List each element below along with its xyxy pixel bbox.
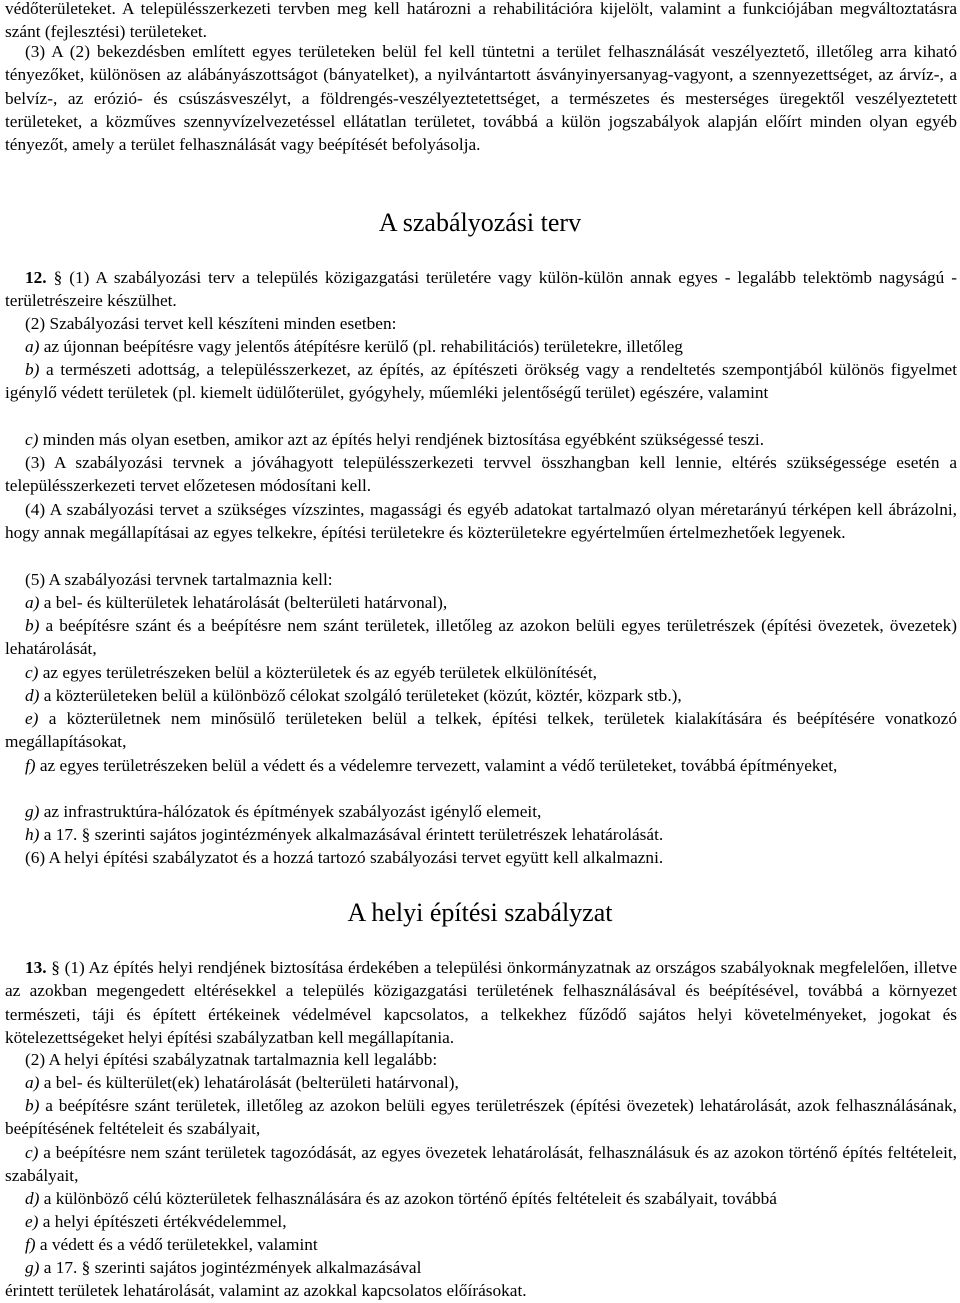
- section-12-paragraph-4: (4) A szabályozási tervet a szükséges vízszintes, magassági és egyéb adatokat tartalmazó olyan méretarányú térképen kell ábrázolni, hogy annak megállapításai az egyes telkekre, építési területekre és közterületekre egyértelműen értelmezhetőek legyenek.: [5, 500, 957, 543]
- section-13-item-d: [5, 1187, 957, 1210]
- item-text: a védett és a védő területekkel, valamint: [39, 1235, 318, 1254]
- item-label: a): [25, 593, 40, 612]
- section-12-5-item-f: [5, 754, 957, 777]
- section-12-5-item-h: [5, 823, 957, 846]
- section-12-5-item-d: [5, 684, 957, 707]
- section-12-5-item-c: [5, 661, 957, 684]
- section-13-item-c: [5, 1141, 957, 1188]
- section-12-paragraph-6: (6) A helyi építési szabályzatot és a hozzá tartozó szabályozási tervet együtt kell alkalmazni.: [25, 848, 664, 867]
- section-13-item-b: [5, 1094, 957, 1141]
- item-label: b): [25, 1096, 40, 1115]
- paragraph-text: (1) Az építés helyi rendjének biztosítása érdekében a települési önkormányzatnak az országos szabályoknak megfelelően, illetve az azokban megengedett eltérésekkel a település közigazgatási területének felhasználásával és beépítésével, továbbá a környezet természeti, táji és épített értékeinek védelmével kapcsolatos, a telkekhez fűződő sajátos helyi követelményeket, jogokat és kötelezettségeket helyi építési szabályzatban kell megállapítania.: [5, 958, 957, 1047]
- section-sign: §: [53, 268, 63, 287]
- section-number: 12.: [25, 268, 47, 287]
- section-heading-szabalyozasi-terv: A szabályozási terv: [378, 208, 582, 237]
- item-text: a bel- és külterület(ek) lehatárolását (belterületi határvonal),: [43, 1073, 459, 1092]
- section-12-item-a: [5, 335, 957, 358]
- section-13-item-f: [5, 1233, 957, 1256]
- item-label: c): [25, 663, 39, 682]
- item-text: a beépítésre nem szánt területek tagozódását, az egyes övezetek lehatárolását, felhasználásuk és az azokon történő építés feltételeit, szabályait,: [5, 1143, 958, 1186]
- item-text: a természeti adottság, a településszerkezet, az építés, az építészeti örökség vagy a rendeltetés szempontjából különös figyelmet igénylő védett területek (pl. kiemelt üdülőterület, gyógyhely, műemléki jelentőségű terület) egészére, valamint: [5, 360, 957, 403]
- item-text: az újonnan beépítésre vagy jelentős átépítésre kerülő (pl. rehabilitációs) területekre, illetőleg: [43, 337, 683, 356]
- item-label: c): [25, 430, 39, 449]
- item-text: a beépítésre szánt és a beépítésre nem szánt területek, illetőleg az azokon belüli egyes területrészek (építési övezetek, övezetek) lehatárolását,: [5, 616, 957, 659]
- item-label: b): [25, 616, 40, 635]
- item-text: a helyi építészeti értékvédelemmel,: [42, 1212, 287, 1231]
- item-label: e): [25, 709, 39, 728]
- item-text: a beépítésre szánt területek, illetőleg az azokon belüli egyes területrészek (építési övezetek) lehatárolását, azok felhasználásának, beépítésének feltételeit és szabályait,: [5, 1096, 957, 1139]
- section-12-item-c: [5, 428, 957, 451]
- item-label: d): [25, 686, 40, 705]
- section-12-paragraph-3: (3) A szabályozási tervnek a jóváhagyott településszerkezeti tervvel összhangban kell lennie, eltérés szükségessége esetén a településszerkezeti tervet előzetesen módosítani kell.: [5, 453, 957, 496]
- section-heading-helyi-epitesi-szabalyzat: A helyi építési szabályzat: [347, 898, 613, 927]
- item-text: a bel- és külterületek lehatárolását (belterületi határvonal),: [43, 593, 448, 612]
- item-label: h): [25, 825, 40, 844]
- item-text: az egyes területrészeken belül a védett és a védelemre tervezett, valamint a védő területeket, továbbá építményeket,: [39, 756, 838, 775]
- section-12-5-item-g: [5, 800, 957, 823]
- item-label: f): [25, 756, 36, 775]
- item-label: e): [25, 1212, 39, 1231]
- section-12-5-item-e: [5, 707, 957, 754]
- item-text: a 17. § szerinti sajátos jogintézmények alkalmazásával: [43, 1258, 422, 1277]
- section-12-paragraph-1: [5, 266, 957, 313]
- item-text: a közterületnek nem minősülő területeken belül a telkek, építési telkek, területek kialakítására és beépítésére vonatkozó megállapításokat,: [5, 709, 957, 752]
- section-13-paragraph-1: [5, 956, 957, 1049]
- item-label: c): [25, 1143, 39, 1162]
- section-13-item-e: [5, 1210, 957, 1233]
- section-13-paragraph-2: (2) A helyi építési szabályzatnak tartalmaznia kell legalább:: [25, 1050, 438, 1069]
- item-label: a): [25, 1073, 40, 1092]
- item-label: a): [25, 337, 40, 356]
- section-sign: §: [51, 958, 60, 977]
- item-text: az infrastruktúra-hálózatok és építmények szabályozást igénylő elemeit,: [43, 802, 542, 821]
- paragraph-11-3: (3) A (2) bekezdésben említett egyes területeken belül fel kell tüntetni a terület felhasználását veszélyeztető, illetőleg arra kiható tényezőket, különösen az alábányászottságot (bányatelket), a nyilvántartott ásványinyersanyag-vagyont, a szennyezettséget, az árvíz-, a belvíz-, az erózió- és csúszásveszélyt, a földrengés-veszélyeztetettséget, a természetes és mesterséges üregektől veszélyeztetett területeket, a közműves szennyvízelvezetéssel ellátatlan területet, továbbá a külön jogszabályok alapján előírt minden olyan egyéb tényezőt, amely a terület felhasználását vagy beépítését befolyásolja.: [5, 42, 957, 155]
- section-12-5-item-b: [5, 614, 957, 661]
- item-text: az egyes területrészeken belül a közterületek és az egyéb területek elkülönítését,: [42, 663, 597, 682]
- item-label: f): [25, 1235, 36, 1254]
- continuation-paragraph: védőterületeket. A településszerkezeti tervben meg kell határozni a rehabilitációra kijelölt, valamint a funkciójában megváltoztatásra szánt (fejlesztési) területeket.: [5, 0, 957, 42]
- item-text: minden más olyan esetben, amikor azt az építés helyi rendjének biztosítása egyébként szükségessé teszi.: [42, 430, 765, 449]
- section-number: 13.: [25, 958, 47, 977]
- section-12-paragraph-2: (2) Szabályozási tervet kell készíteni minden esetben:: [25, 314, 397, 333]
- item-label: g): [25, 802, 40, 821]
- item-label: d): [25, 1189, 40, 1208]
- section-12-5-item-a: [5, 591, 957, 614]
- section-12-paragraph-5: (5) A szabályozási tervnek tartalmaznia kell:: [25, 570, 333, 589]
- section-12-item-b: [5, 358, 957, 405]
- item-label: b): [25, 360, 40, 379]
- item-text: a közterületeken belül a különböző célokat szolgáló területeket (közút, köztér, közpark stb.),: [43, 686, 682, 705]
- section-13-item-a: [5, 1071, 957, 1094]
- item-text: a különböző célú közterületek felhasználására és az azokon történő építés feltételeit és szabályait, továbbá: [43, 1189, 777, 1208]
- section-13-item-g: [5, 1256, 957, 1279]
- section-13-closing-line: érintett területek lehatárolását, valamint az azokkal kapcsolatos előírásokat.: [5, 1281, 527, 1300]
- paragraph-text: (1) A szabályozási terv a település közigazgatási területére vagy külön-külön annak egyes - legalább telektömb nagyságú - területrészeire készülhet.: [5, 268, 957, 311]
- item-label: g): [25, 1258, 40, 1277]
- item-text: a 17. § szerinti sajátos jogintézmények alkalmazásával érintett területrészek lehatárolását.: [43, 825, 664, 844]
